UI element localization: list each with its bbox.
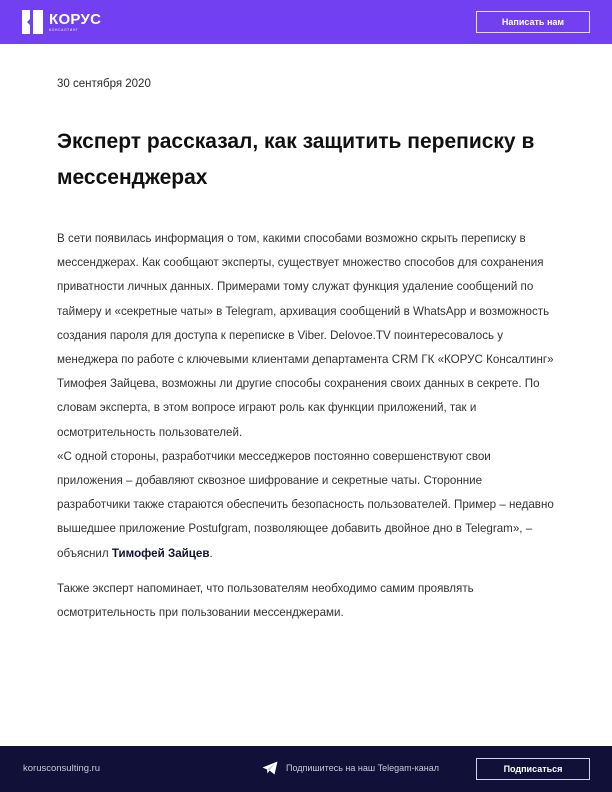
telegram-text: Подпишитесь на наш Telegam-канал [286,763,439,773]
write-us-button[interactable]: Написать нам [476,11,590,33]
expert-quote: «С одной стороны, разработчики месседжеров постоянно совершенствуют свои приложения – добавляют сквозное шифрование и секретные чаты. Сторонние разработчики также стараются обеспечить безопасность пользователей. Пример – недавно вышедшее приложение Postufgram, позволяющее добавить двойное дно в Telegram», – объяснил [57,449,554,560]
article-paragraph: В сети появилась информация о том, какими способами возможно скрыть переписку в мессенджерах. Как сообщают эксперты, существует множество способов для сохранения приватности личных данных. Примерами тому служат функция удаление сообщений по таймеру и «секретные чаты» в Telegram, архивация сообщений в WhatsApp и возможность создания пароля для доступа к переписке в Viber. Delovoe.TV поинтересовалось у менеджера по работе с ключевыми клиентами департамента CRM ГК «КОРУС Консалтинг» Тимофея Зайцева, возможны ли другие способы сохранения своих данных в секрете. По словам эксперта, в этом вопросе играют роль как функции приложений, так и осмотрительность пользователей. «С одной стороны, разработчики месседжеров постоянно совершенствуют свои приложения – добавляют сквозное шифрование и секретные чаты. Сторонние разработчики также стараются обеспечить безопасность пользователей. Пример – недавно вышедшее приложение Postufgram, позволяющее добавить двойное дно в Telegram», – объяснил Тимофей Зайцев. [57,232,554,560]
site-footer [0,746,612,792]
article-title: Эксперт рассказал, как защитить переписку в мессенджерах [57,130,535,189]
telegram-promo[interactable] [262,761,439,775]
quote-author: Тимофей Зайцев [111,546,210,560]
site-header [0,0,612,44]
korus-logo[interactable] [22,10,101,34]
subscribe-button[interactable]: Подписаться [476,758,590,780]
article-paragraph: Также эксперт напоминает, что пользователям необходимо самим проявлять осмотрительность при пользовании мессенджерами. [57,581,474,620]
logo-name: КОРУС [49,10,102,28]
logo-subtitle: КОНСАЛТИНГ [49,27,79,32]
article-body [57,227,557,625]
article-date: 30 сентября 2020 [57,78,151,90]
telegram-icon [262,761,278,775]
site-link[interactable]: korusconsulting.ru [23,763,101,774]
korus-logo-icon [22,10,43,34]
